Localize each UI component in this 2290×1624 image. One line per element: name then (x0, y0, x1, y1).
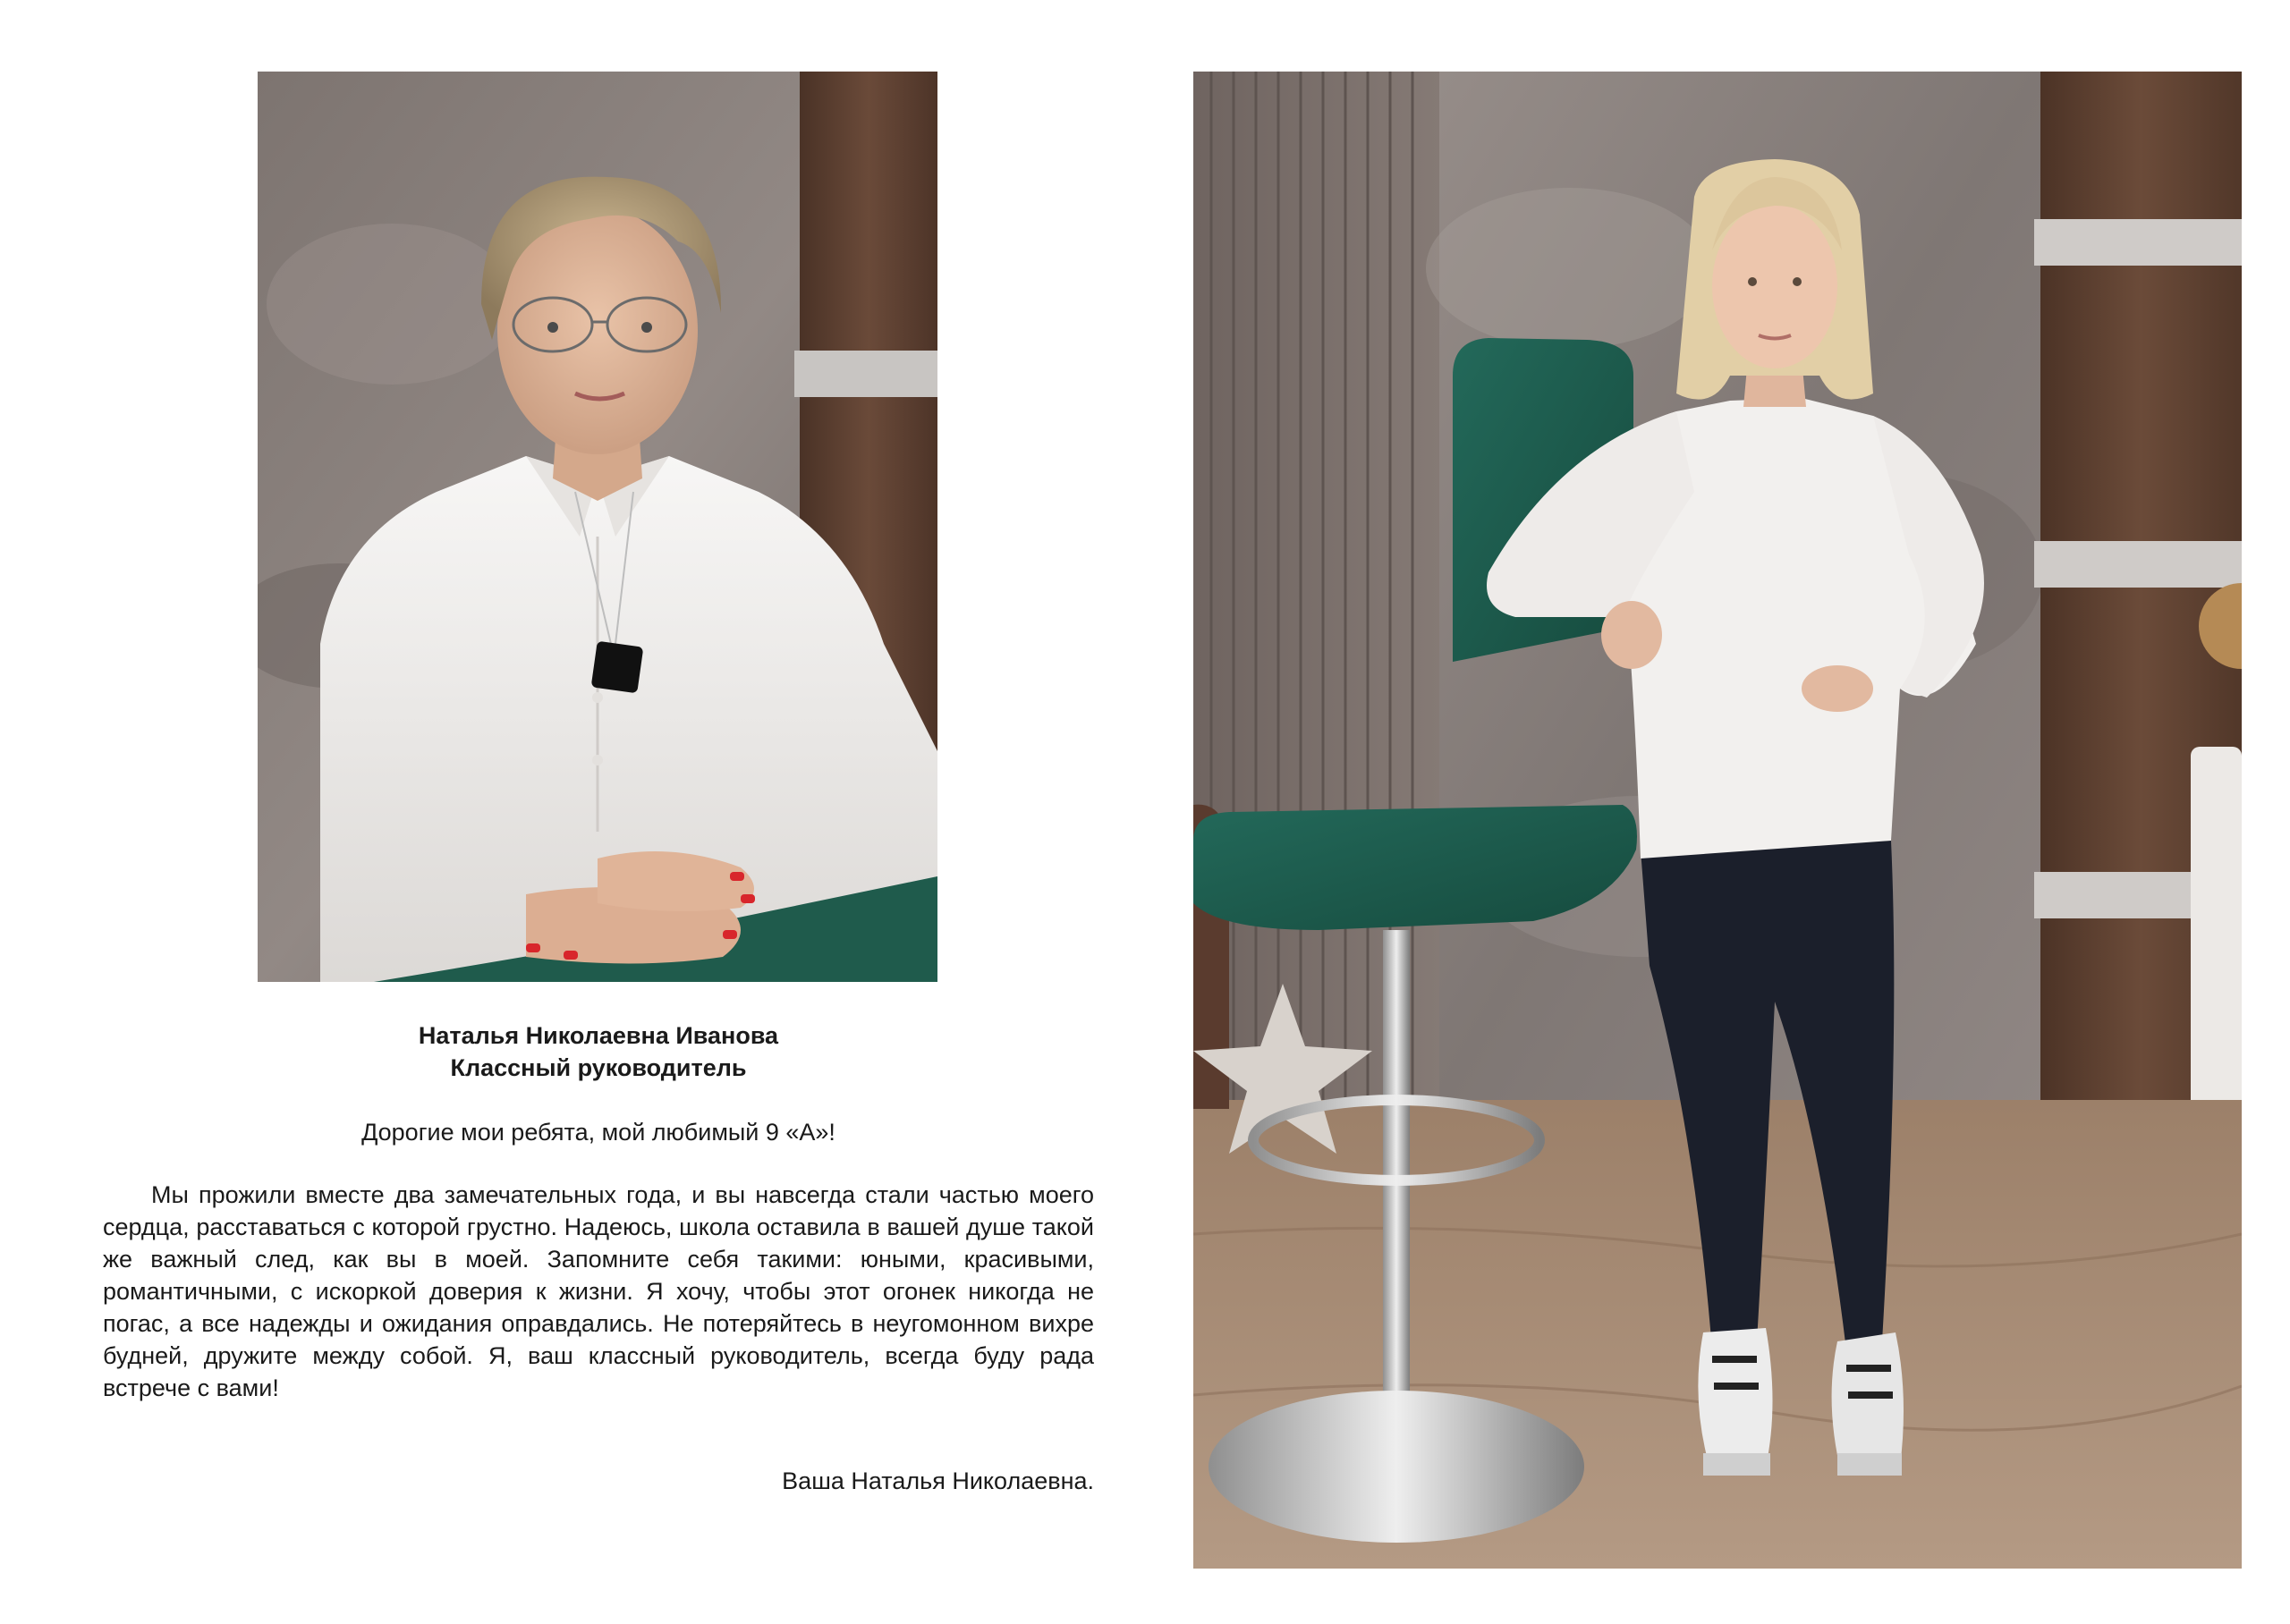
teacher-role: Классный руководитель (450, 1054, 747, 1081)
teacher-portrait-photo (258, 72, 937, 982)
pendant (591, 641, 644, 694)
student-photo (1193, 72, 2242, 1569)
student-right-hand (1802, 665, 1873, 712)
teacher-portrait-illustration (258, 72, 937, 982)
metal-strip-middle (2034, 541, 2242, 588)
metal-strip (794, 351, 937, 397)
student-face (1712, 204, 1837, 368)
letter-signature: Ваша Наталья Николаевна. (782, 1468, 1094, 1494)
stool-column (1383, 930, 1410, 1458)
white-cabinet (2191, 747, 2242, 1140)
stool-base (1209, 1391, 1584, 1543)
teacher-name: Наталья Николаевна Иванова (418, 1022, 779, 1049)
letter-body: Мы прожили вместе два замечательных года, и вы навсегда стали частью моего сердца, расставаться с которой грустно. Надеюсь, школа оставила в вашей душе такой же важный след, как вы в моей. Запомните себя такими: юными, красивыми, романтичными, с искоркой доверия к жизни. Я хочу, чтобы этот огонек никогда не погас, а все надежды и ожидания оправдались. Не потеряйтесь в неугомонном вихре будней, дружите между собой. Я, ваш классный руководитель, всегда буду рада встрече с вами! (103, 1181, 1094, 1401)
metal-strip-top (2034, 219, 2242, 266)
student-left-hand (1601, 601, 1662, 669)
student-photo-illustration (1193, 72, 2242, 1569)
letter-greeting: Дорогие мои ребята, мой любимый 9 «А»! (361, 1119, 835, 1146)
